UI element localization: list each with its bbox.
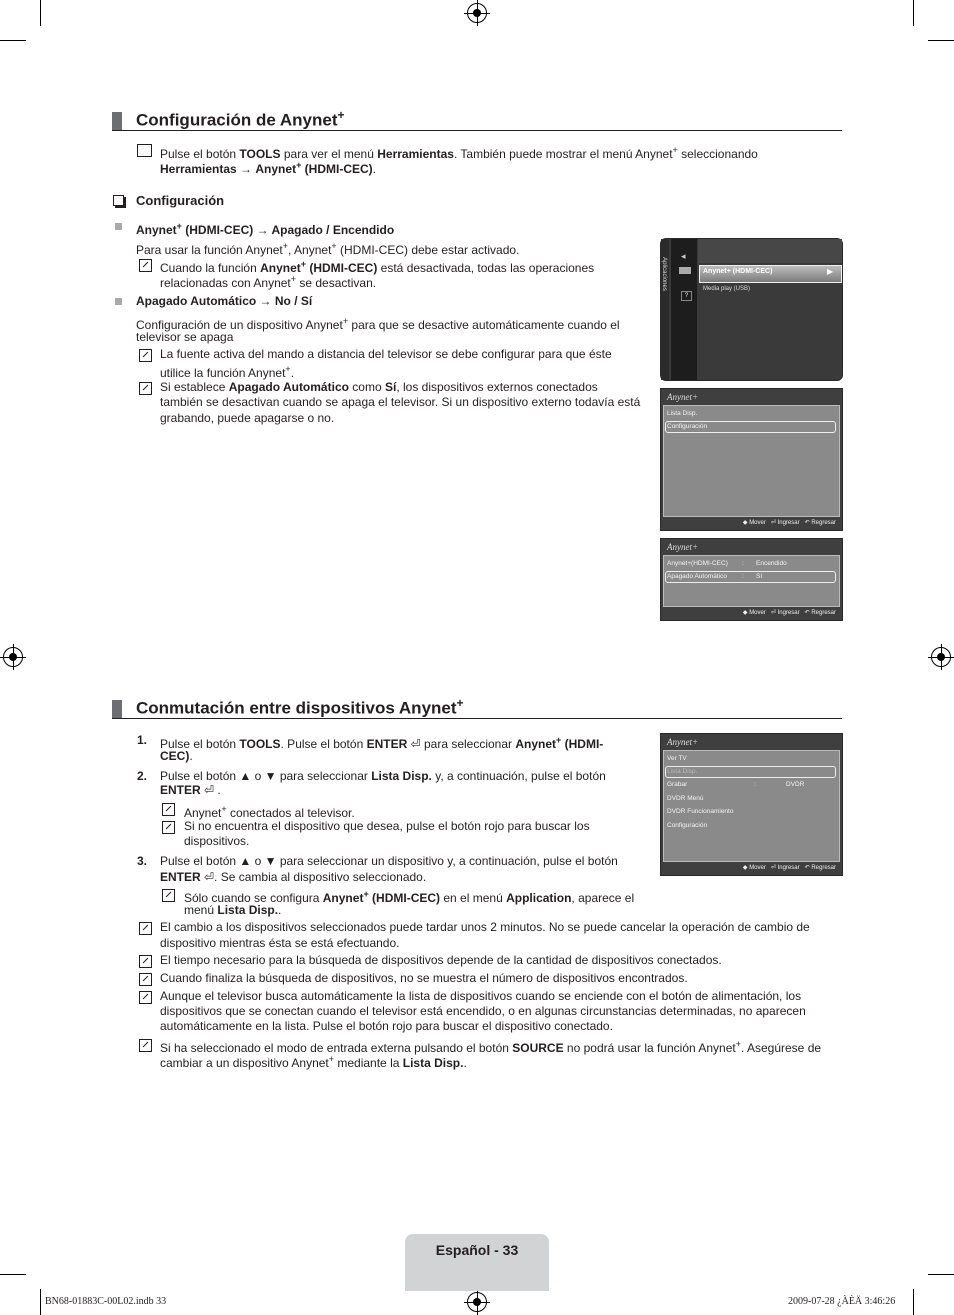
step-text [160,783,221,799]
side-label: Aplicaciones [660,257,667,291]
help-icon: ? [681,291,692,301]
note-icon [139,259,152,272]
menu-panel [663,405,840,517]
menu-item[interactable]: Ver TV [667,755,687,762]
arrow-right-icon: ▶ [827,267,834,276]
text-run: (HDMI-CEC) [368,891,441,905]
text-run: ENTER [366,737,408,751]
note-text [160,1019,613,1035]
text-run: SOURCE [512,1041,564,1055]
settings-panel [663,555,840,607]
return-icon: ↶ [804,865,810,871]
section-marker [112,112,122,130]
text-run: + [282,241,289,251]
enter-icon: ⏎ [770,520,776,526]
note-text [160,1004,806,1020]
text-run: CEC) [160,749,190,763]
setting-label[interactable]: Apagado Automático [667,573,727,580]
text-run: TOOLS [239,147,281,161]
text-run: también se desactivan cuando se apaga el televisor. Si un dispositivo externo todavía está [160,395,641,409]
folder-icon [679,267,691,274]
file-slug: BN68-01883C-00L02.indb 33 [45,1296,167,1307]
text-run: está desactivada, todas las operaciones [377,261,595,275]
text-run: Anynet [515,737,557,751]
note-text [160,936,399,952]
text-run: + [285,364,291,374]
tools-line [160,158,376,178]
text-run: Apagado Automático [228,380,349,394]
anynet-settings-screen [660,538,843,621]
subheading: Configuración [136,193,225,208]
note-icon [139,991,152,1004]
text-run: (HDMI-CEC) [306,261,378,275]
step-number: 2. [137,769,148,783]
text-run: + [735,1039,741,1049]
menu-item[interactable]: DVDR Menú [667,795,704,802]
text-run: . Pulse el botón [280,737,367,751]
item-title [136,219,394,239]
text-run: Para usar la función Anynet [136,243,283,257]
enter-icon: ⏎ [770,865,776,871]
text-run: , los dispositivos externos conectados [396,380,598,394]
text-run: Pulse el botón ▲ o ▼ para seleccionar [160,769,372,783]
updown-icon: ◆ [742,610,748,616]
anynet-logo: Anynet+ [667,392,699,402]
text-run: La fuente activa del mando a distancia del televisor se debe configurar para que éste [160,347,612,361]
crop-mark [0,1274,26,1275]
crop-mark [0,40,26,41]
enter-icon: ⏎ [770,610,776,616]
text-run: seleccionando [677,147,758,161]
step-text [160,769,606,785]
menu-item-label[interactable]: Media play (USB) [703,286,751,292]
text-run: Lista Disp. [371,769,432,783]
text-run: + [331,241,337,251]
note-text [160,1052,467,1072]
text-run: para ver el menú [280,147,378,161]
text-run: . [463,1056,467,1070]
text-run: dispositivos que se conectan cuando el televisor está encendido, o en algunas circunstancias determinadas, no aparecen [160,1004,806,1018]
note-icon [162,803,175,816]
bullet-icon [115,298,122,305]
return-icon: ↶ [804,610,810,616]
anynet-logo: Anynet+ [667,737,699,747]
text-run: + [556,735,562,745]
app-icon: ◂ [681,251,686,261]
note-icon [162,889,175,902]
text-run: ENTER [160,870,201,884]
menu-footer: ◆ Mover ⏎ Ingresar ↶ Regresar [742,520,836,526]
crop-mark [40,0,41,26]
text-run: Sólo cuando se configura [184,891,323,905]
step-text [160,870,426,886]
setting-value: Sí [756,573,763,580]
menu-item[interactable]: Configuración [667,423,708,430]
section-rule [112,718,842,719]
text-run: . [372,162,376,176]
registration-mark-icon [467,1292,487,1312]
note-text [160,989,801,1005]
menu-item[interactable]: Configuración [667,822,708,829]
text-run: y, a continuación, pulse el botón [431,769,606,783]
text-run: , Anynet [288,243,332,257]
text-run: se desactivan. [296,276,377,290]
checkbox-icon [113,195,124,206]
text-run: + [363,889,369,899]
text-run: Cuando finaliza la búsqueda de dispositivos, no se muestra el número de dispositivos encontrados. [160,971,688,985]
step-number: 1. [137,733,148,747]
text-run: . [290,366,295,380]
section-marker [112,700,122,718]
text-run: ⏎ . [200,783,221,797]
crop-mark [913,0,914,26]
registration-mark-icon [467,3,487,23]
text-run: (HDMI-CEC) → Apagado / Encendido [181,223,395,237]
section-title: Configuración de Anynet+ [136,108,345,130]
text-run: , aparece el [571,891,635,905]
text-run: no podrá usar la función Anynet [563,1041,736,1055]
text-run: ⏎ para seleccionar [407,737,516,751]
note-text [160,272,376,292]
registration-mark-icon [931,647,951,667]
text-run: menú [184,903,218,917]
text-run: . Asegúrese de [740,1041,822,1055]
text-run: Lista Disp. [402,1056,464,1070]
item-text [136,239,519,259]
anynet-logo: Anynet+ [667,542,699,552]
text-run: (HDMI-CEC) [301,162,373,176]
section-rule [112,130,842,131]
return-icon: ↶ [804,520,810,526]
crop-mark [913,1289,914,1315]
text-run: (HDMI- [561,737,604,751]
note-icon [162,821,175,834]
text-run: + [221,804,227,814]
text-run: El tiempo necesario para la búsqueda de dispositivos depende de la cantidad de dispositivos conectados. [160,953,722,967]
text-run: cambiar a un dispositivo Anynet [160,1056,329,1070]
step-number: 3. [137,854,148,868]
note-text [184,819,590,835]
text-run: Anynet [255,162,297,176]
text-run: Anynet [184,806,222,820]
text-run: + [296,160,302,170]
setting-separator: : [742,560,744,567]
text-run: (HDMI-CEC) debe estar activado. [336,243,520,257]
text-run: . También puede mostrar el menú Anynet [453,147,673,161]
text-run: para que se desactive automáticamente cuando el [348,318,620,332]
note-icon [139,955,152,968]
note-text [160,920,810,936]
text-run: + [342,316,349,326]
text-run: ⏎. Se cambia al dispositivo seleccionado. [200,870,427,884]
crop-mark [40,1289,41,1315]
text-run: dispositivos. [184,834,250,848]
text-run: grabando, puede apagarse o no. [160,411,335,425]
text-run: en el menú [440,891,507,905]
note-icon [139,973,152,986]
item-text [136,330,233,346]
text-run: relacionadas con Anynet [160,276,291,290]
page-number: Español - 33 [435,1242,519,1258]
text-run: . [189,749,193,763]
text-run: Pulse el botón [160,737,240,751]
text-run: . [278,903,282,917]
menu-item[interactable]: Lista Disp. [667,410,698,417]
crop-mark [928,1274,954,1275]
menu-item[interactable]: DVDR Funcionamiento [667,808,734,815]
text-run: + [300,259,307,269]
text-run: Cuando la función [160,261,261,275]
tools-icon [137,144,152,157]
menu-panel [663,750,840,862]
text-run: + [328,1054,335,1064]
text-run: dispositivo mientras ésta se está efectuando. [160,936,400,950]
text-run: mediante la [334,1056,403,1070]
note-text [160,971,688,987]
note-icon [139,382,152,395]
text-run: Herramientas [377,147,454,161]
text-run: Configuración de un dispositivo Anynet [136,318,343,332]
note-text [160,380,598,396]
setting-label[interactable]: Anynet+(HDMI-CEC) [667,560,728,567]
note-text [160,953,722,969]
text-run: Si no encuentra el dispositivo que desea, pulse el botón rojo para buscar los [184,819,590,833]
step-text [160,733,603,753]
text-run: Apagado Automático → No / Sí [136,294,313,308]
text-run: Lista Disp. [217,903,279,917]
text-run: Si ha seleccionado el modo de entrada externa pulsando el botón [160,1041,513,1055]
text-run: Pulse el botón [160,147,240,161]
menu-footer: ◆ Mover ⏎ Ingresar ↶ Regresar [742,610,836,616]
text-run: Application [506,891,572,905]
note-text [160,347,612,363]
step-text [160,749,193,765]
menu-item-separator: : [754,781,756,788]
text-run: Si establece [160,380,229,394]
text-run: + [290,274,297,284]
text-run: como [348,380,385,394]
menu-item[interactable]: Lista Disp. [667,768,698,775]
menu-item[interactable]: Grabar [667,781,688,788]
section-title: Conmutación entre dispositivos Anynet+ [136,696,464,718]
text-run: Anynet [322,891,364,905]
text-run: Anynet [260,261,301,275]
text-run: Anynet [136,223,177,237]
note-icon [139,922,152,935]
updown-icon: ◆ [742,865,748,871]
note-text [184,903,281,919]
note-text [160,395,640,411]
setting-value: Encendido [756,560,787,567]
updown-icon: ◆ [742,520,748,526]
text-run: Sí [384,380,397,394]
menu-item-label: Anynet+ (HDMI-CEC) [703,268,773,275]
text-run: → [236,162,256,176]
text-run: + [176,221,182,231]
anynet-tools-screen [660,733,843,876]
registration-mark-icon [3,647,23,667]
note-icon [139,349,152,362]
menu-item-value: DVDR [786,781,805,788]
menu-header [698,239,842,263]
text-run: Pulse el botón ▲ o ▼ para seleccionar un dispositivo y, a continuación, pulse el botón [160,854,618,868]
note-icon [139,1039,152,1052]
text-run: automáticamente en la lista. Pulse el botón rojo para buscar el dispositivo conectado. [160,1019,613,1033]
note-text [184,834,249,850]
text-run: + [672,145,678,155]
text-run: conectados al televisor. [226,806,355,820]
date-slug: 2009-07-28 ¿ÀÈÄ 3:46:26 [788,1296,896,1307]
text-run: utilice la función Anynet [160,366,286,380]
anynet-menu-screen [660,388,843,531]
tv-menu-screen [660,238,843,381]
note-text [160,362,294,382]
text-run: El cambio a los dispositivos seleccionados puede tardar unos 2 minutos. No se puede cancelar la operación de cambio de [160,920,810,934]
text-run: Aunque el televisor busca automáticamente la lista de dispositivos cuando se enciende con el botón de alimentación, los [160,989,802,1003]
text-run: Herramientas [160,162,237,176]
bullet-icon [115,223,122,230]
menu-footer: ◆ Mover ⏎ Ingresar ↶ Regresar [742,865,836,871]
setting-separator: : [742,573,744,580]
text-run: TOOLS [239,737,281,751]
crop-mark [928,40,954,41]
step-text [160,854,618,870]
text-run: televisor se apaga [136,330,234,344]
item-title [136,294,312,310]
text-run: ENTER [160,783,201,797]
note-text [160,411,334,427]
